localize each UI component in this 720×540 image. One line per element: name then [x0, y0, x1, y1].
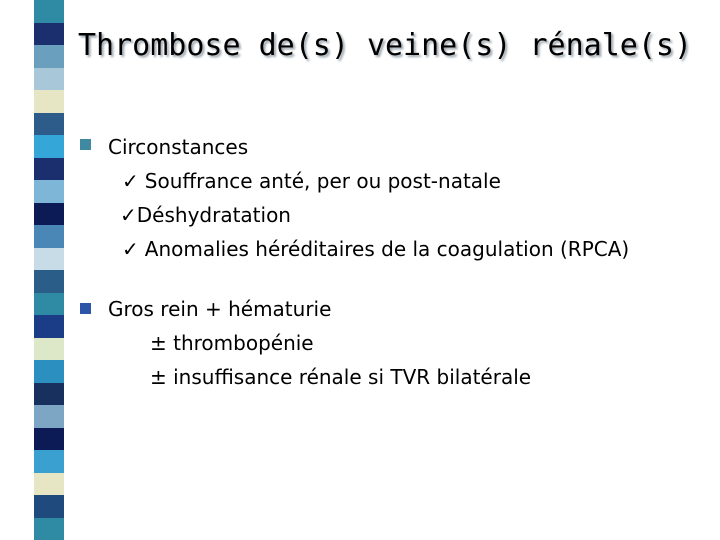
bullet-item-gros-rein — [80, 292, 700, 326]
sub-item-text: Souffrance anté, per ou post-natale — [144, 169, 501, 193]
strip-band — [34, 225, 64, 248]
decorative-color-strip — [34, 0, 64, 540]
sub-item — [80, 232, 700, 266]
strip-band — [34, 495, 64, 518]
strip-band — [34, 270, 64, 293]
strip-band — [34, 113, 64, 136]
strip-band — [34, 383, 64, 406]
strip-band — [34, 450, 64, 473]
strip-band — [34, 23, 64, 46]
strip-band — [34, 360, 64, 383]
strip-band — [34, 180, 64, 203]
strip-band — [34, 45, 64, 68]
strip-band — [34, 518, 64, 540]
strip-band — [34, 248, 64, 271]
bullet-heading: Circonstances — [108, 135, 249, 159]
strip-band — [34, 405, 64, 428]
sub-item — [80, 326, 700, 360]
bullet-heading: Gros rein + hématurie — [108, 297, 332, 321]
square-bullet-icon — [80, 303, 91, 314]
checkmark-icon: ✓ — [122, 237, 139, 261]
sub-item-text: ± thrombopénie — [150, 331, 314, 355]
checkmark-icon: ✓ — [120, 203, 137, 227]
strip-band — [34, 315, 64, 338]
strip-band — [34, 0, 64, 23]
square-bullet-icon — [80, 139, 91, 150]
strip-band — [34, 473, 64, 496]
sub-item — [80, 164, 700, 198]
sub-item — [80, 360, 700, 394]
slide-body — [80, 130, 700, 394]
strip-band — [34, 428, 64, 451]
sub-item-text: Déshydratation — [136, 203, 291, 227]
strip-band — [34, 135, 64, 158]
slide-title: Thrombose de(s) veine(s) rénale(s) — [77, 28, 693, 63]
strip-band — [34, 338, 64, 361]
checkmark-icon: ✓ — [122, 169, 139, 193]
strip-band — [34, 90, 64, 113]
strip-band — [34, 203, 64, 226]
strip-band — [34, 158, 64, 181]
strip-band — [34, 293, 64, 316]
sub-item-text: ± insuffisance rénale si TVR bilatérale — [150, 365, 532, 389]
sub-item — [80, 198, 700, 232]
strip-band — [34, 68, 64, 91]
bullet-item-circonstances — [80, 130, 700, 164]
sub-item-text: Anomalies héréditaires de la coagulation (RPCA) — [144, 237, 630, 261]
